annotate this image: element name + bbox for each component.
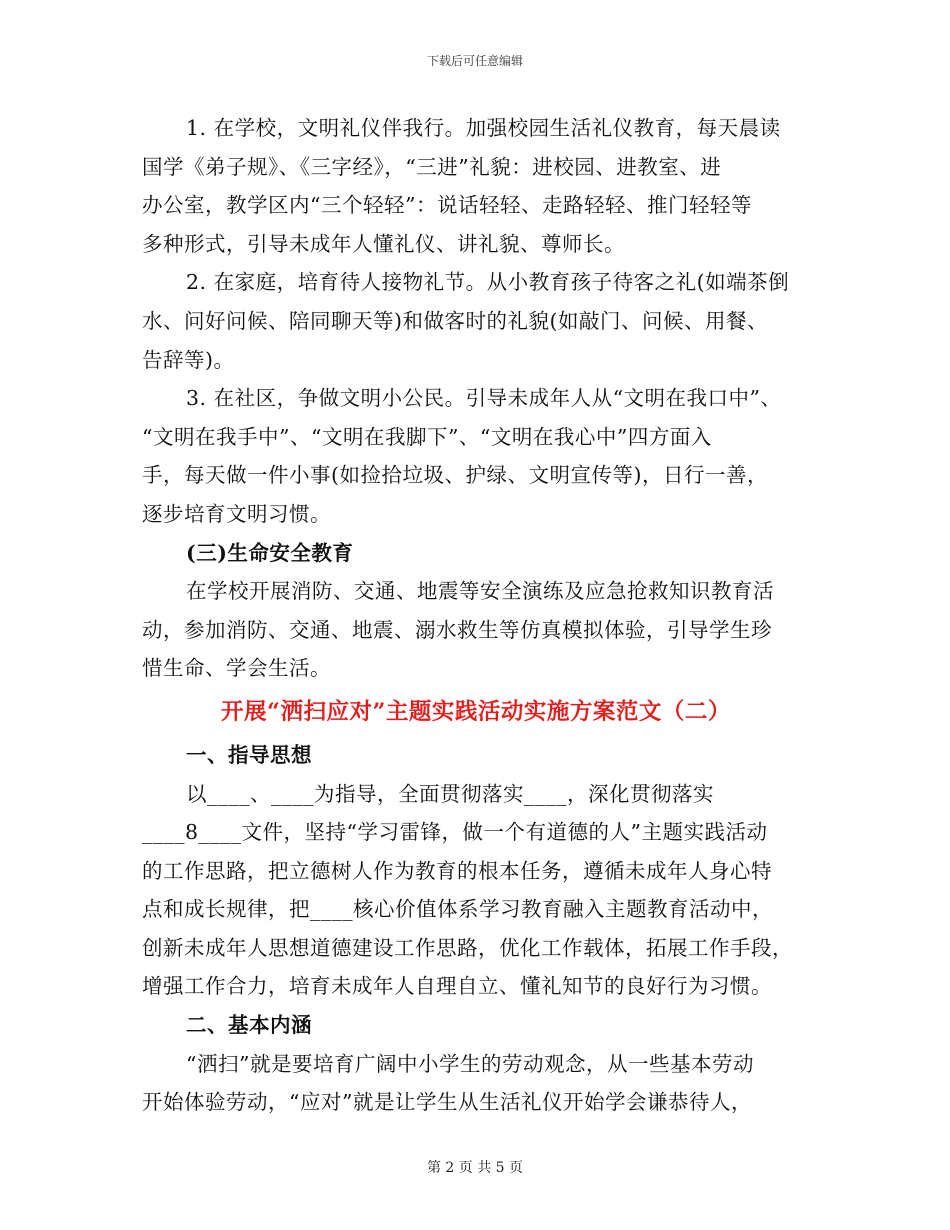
paragraph-line: “文明在我手中”、“文明在我脚下”、“文明在我心中”四方面入 (142, 424, 712, 449)
paragraph-line: 在学校开展消防、交通、地震等安全演练及应急抢救知识教育活 (186, 579, 774, 604)
page-footer-number: 第 2 页 共 5 页 (426, 1160, 524, 1176)
section-heading-safety: (三)生命安全教育 (186, 540, 354, 565)
paragraph-line: 创新未成年人思想道德建设工作思路，优化工作载体，拓展工作手段， (142, 935, 793, 960)
paragraph-line: 惜生命、学会生活。 (142, 656, 331, 681)
paragraph-line: “洒扫”就是要培育广阔中小学生的劳动观念，从一些基本劳动 (186, 1051, 754, 1076)
section-heading-basic: 二、基本内涵 (186, 1013, 312, 1038)
document-title: 开展“洒扫应对”主题实践活动实施方案范文（二） (221, 698, 731, 725)
paragraph-line: ____8____文件，坚持“学习雷锋，做一个有道德的人”主题实践活动 (142, 820, 768, 845)
page-header-note: 下载后可任意编辑 (426, 54, 523, 68)
paragraph-line: 水、问好问候、陪同聊天等)和做客时的礼貌(如敲门、问候、用餐、 (142, 308, 768, 333)
paragraph-line: 国学《弟子规》、《三字经》，“三进”礼貌：进校园、进教室、进 (142, 154, 722, 179)
paragraph-line: 告辞等)。 (142, 347, 235, 372)
paragraph-line: 增强工作合力，培育未成年人自理自立、懂礼知节的良好行为习惯。 (142, 974, 772, 999)
paragraph-line: 开始体验劳动，“应对”就是让学生从生活礼仪开始学会谦恭待人， (142, 1090, 752, 1115)
paragraph-line: 1. 在学校，文明礼仪伴我行。加强校园生活礼仪教育，每天晨读 (186, 116, 781, 140)
paragraph-line: 点和成长规律，把____核心价值体系学习教育融入主题教育活动中， (142, 897, 773, 922)
section-heading-guiding: 一、指导思想 (186, 742, 312, 767)
paragraph-line: 动，参加消防、交通、地震、溺水救生等仿真模拟体验，引导学生珍 (142, 617, 772, 642)
paragraph-line: 多种形式，引导未成年人懂礼仪、讲礼貌、尊师长。 (142, 231, 625, 256)
paragraph-line: 3. 在社区，争做文明小公民。引导未成年人从“文明在我口中”、 (186, 386, 782, 411)
document-body (142, 109, 810, 1122)
paragraph-line: 2. 在家庭，培育待人接物礼节。从小教育孩子待客之礼(如端茶倒 (186, 270, 790, 295)
paragraph-line: 逐步培育文明习惯。 (142, 501, 331, 526)
paragraph-line: 的工作思路，把立德树人作为教育的根本任务，遵循未成年人身心特 (142, 858, 772, 883)
paragraph-line: 手，每天做一件小事(如捡拾垃圾、护绿、文明宣传等)，日行一善， (142, 463, 768, 488)
paragraph-line: 以____、____为指导，全面贯彻落实____，深化贯彻落实 (186, 781, 714, 806)
paragraph-line: 办公室，教学区内“三个轻轻”：说话轻轻、走路轻轻、推门轻轻等 (142, 193, 752, 218)
